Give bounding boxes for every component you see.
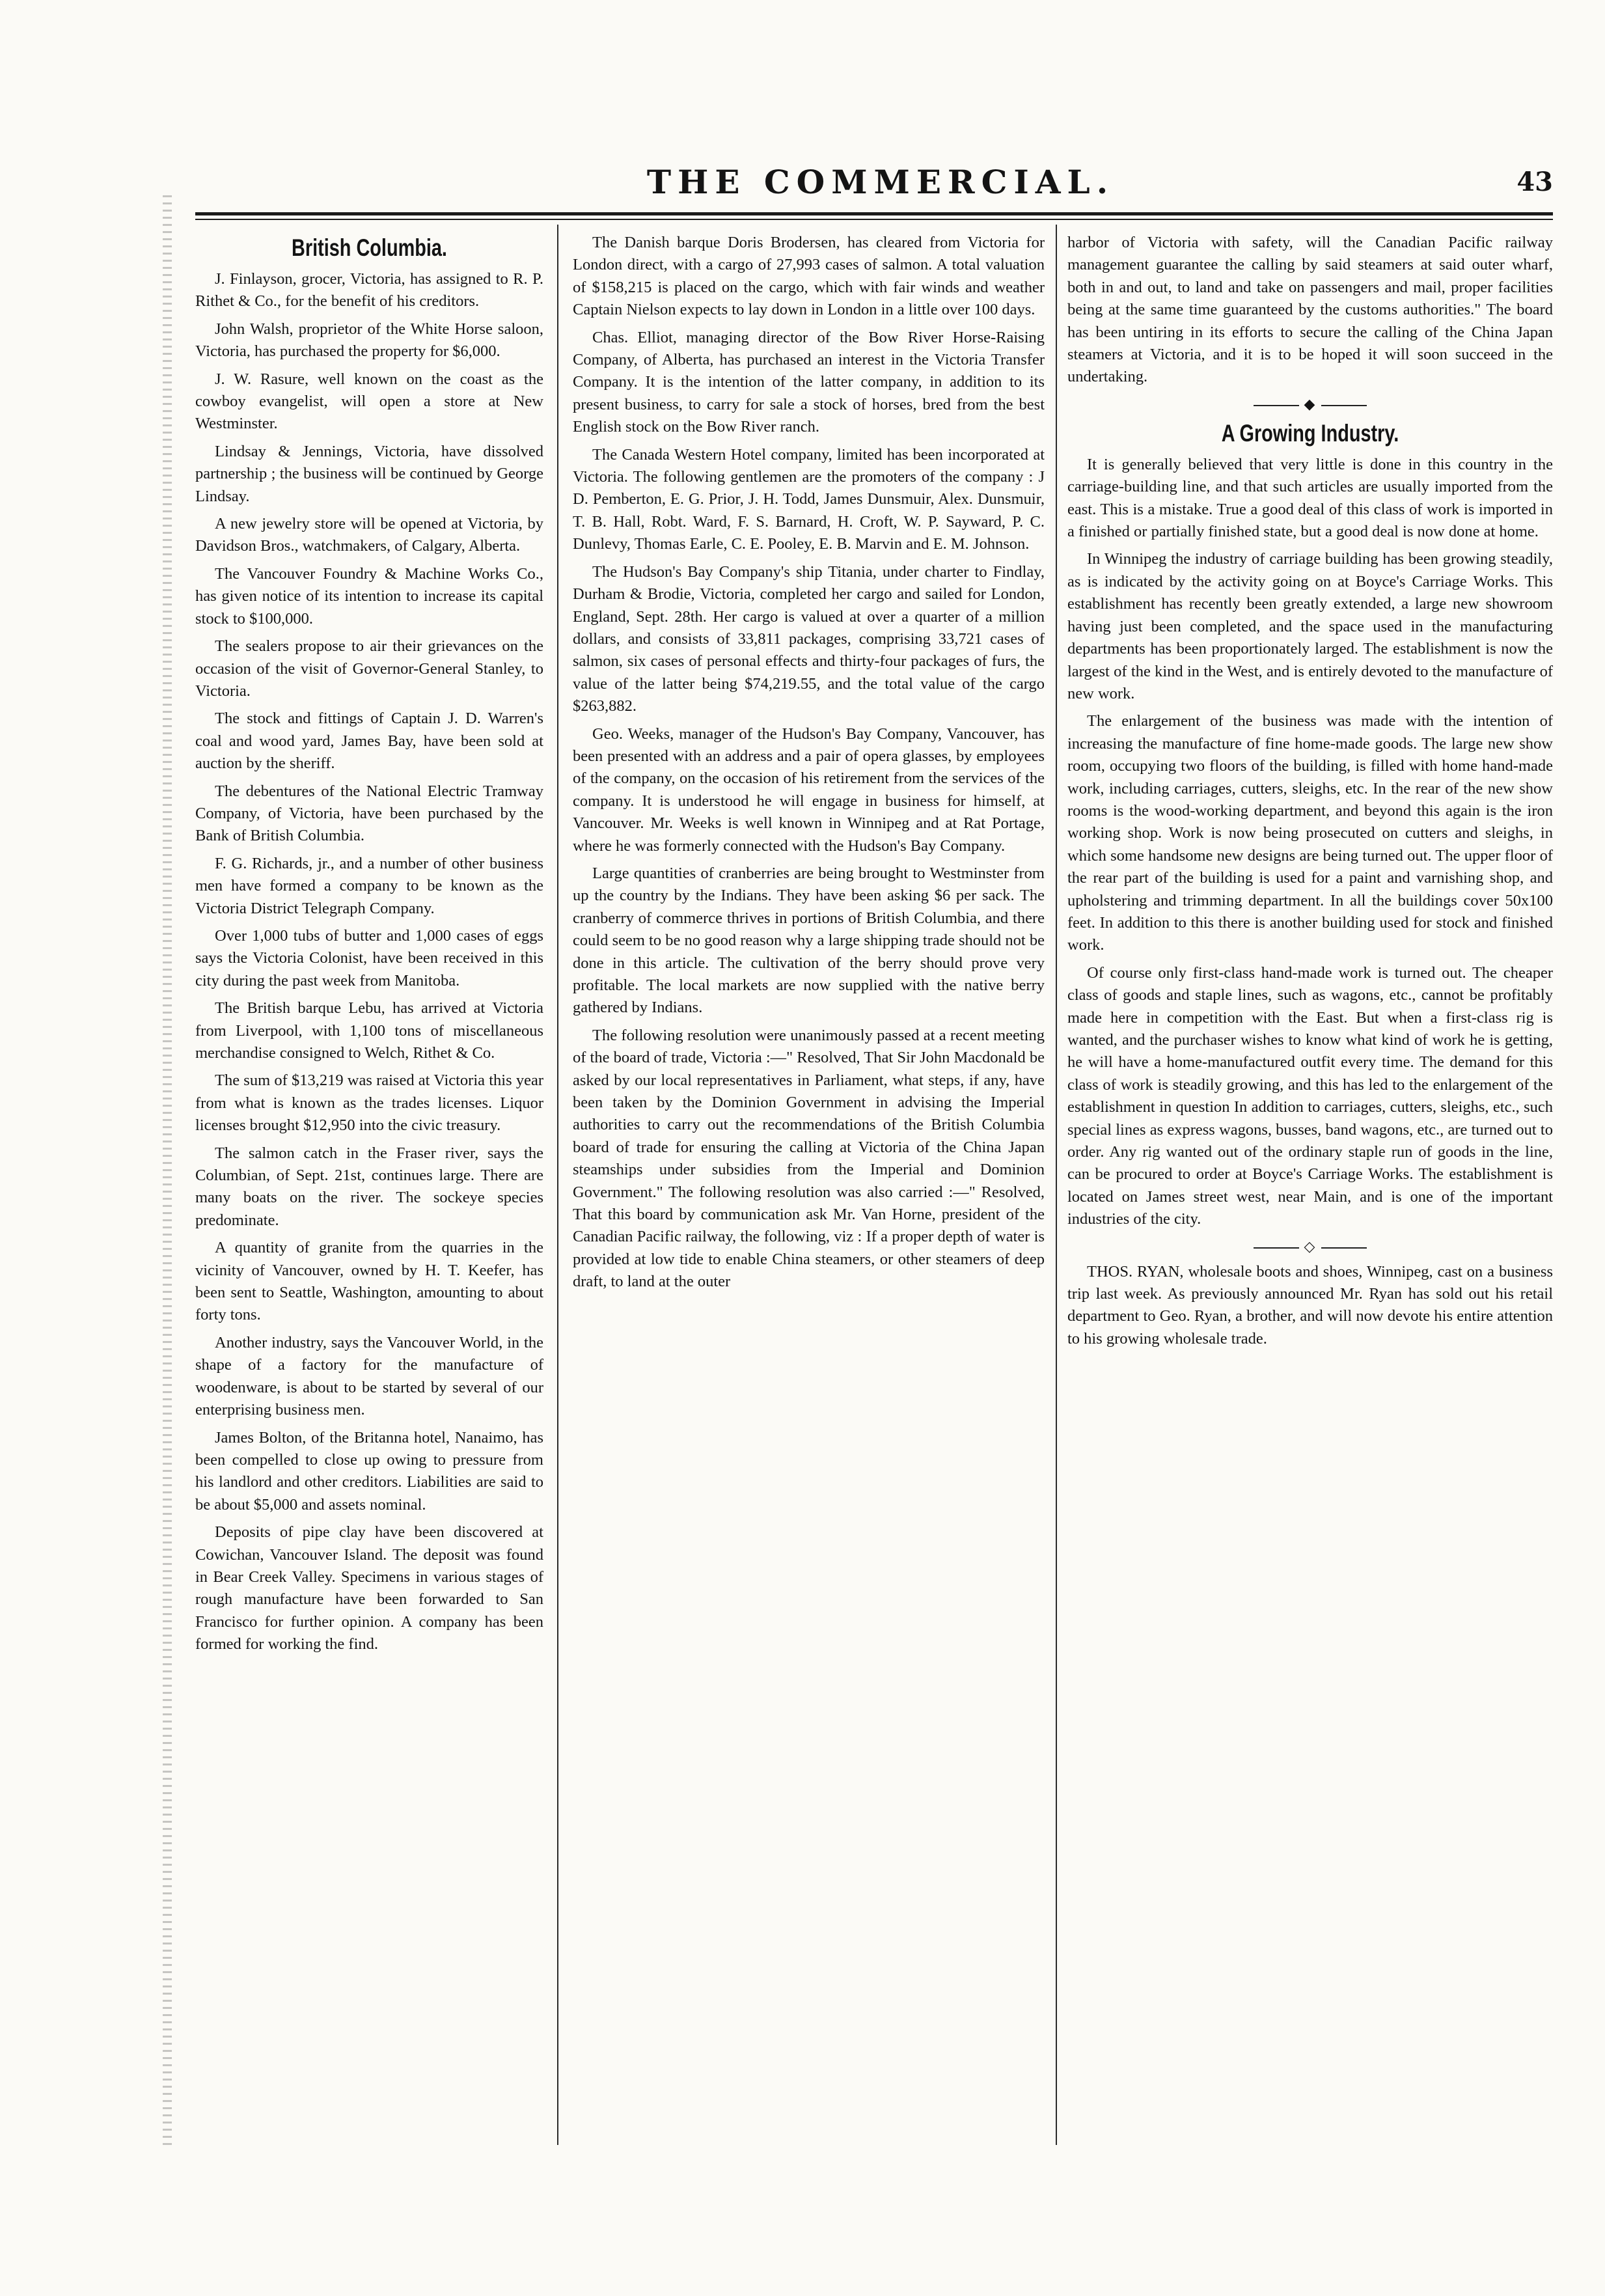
article-paragraph: It is generally believed that very little is done in this country in the carriage-building line, and that such articles are usually imported from the east. This is a mistake. True a good deal of this class of work is imported in a finished or partially finished state, but a good deal is now done at home. <box>1067 455 1553 541</box>
article-paragraph: The enlargement of the business was made with the intention of increasing the manufacture of fine home-made goods. The large new show room, occupying two floors of the building, is filled with home hand-made work, including carriages, cutters, sleighs, etc. In the rear of the new show rooms is the wood-working department, and beyond this again is the iron working shop. Work is now being prosecuted on cutters and sleighs, in which some handsome new designs are being turned out. The upper floor of the rear part of the building is used for a paint and varnishing shop, and upholstering and trimming department. In all the buildings cover 50x100 feet. In addition to this there is another building used for stock and finished work. <box>1067 712 1553 954</box>
news-item: J. W. Rasure, well known on the coast as the cowboy evangelist, will open a store at New Westminster. <box>195 370 543 433</box>
masthead-title: THE COMMERCIAL. <box>646 163 1115 201</box>
news-item: Over 1,000 tubs of butter and 1,000 cases of eggs says the Victoria Colonist, have been received in this city during the past week from Manitoba. <box>195 926 543 989</box>
news-item: F. G. Richards, jr., and a number of other business men have formed a company to be known as the Victoria District Telegraph Company. <box>195 854 543 917</box>
column-divider-2 <box>1056 225 1057 2145</box>
section-heading-a-growing-industry: A Growing Industry. <box>1221 419 1399 447</box>
news-item: James Bolton, of the Britanna hotel, Nanaimo, has been compelled to close up owing to pressure from his landlord and other creditors. Liabilities are said to be about $5,000 and assets nominal. <box>195 1428 543 1514</box>
news-item: The Hudson's Bay Company's ship Titania, under charter to Findlay, Durham & Brodie, Victoria, completed her cargo and sailed for London, England, Sept. 28th. Her cargo is valued at over a quarter of a million dollars, and consists of 33,811 packages, comprising 33,721 cases of salmon, six cases of personal effects and thirty-four packages of furs, the value of the latter being $74,219.55, and the total value of the cargo $263,882. <box>573 562 1045 715</box>
section-heading-british-columbia: British Columbia. <box>292 234 447 261</box>
section-ornament: ◇ <box>1067 1239 1553 1254</box>
news-item: Chas. Elliot, managing director of the Bow River Horse-Raising Company, of Alberta, has purchased an interest in the Victoria Transfer Company. It is the intention of the latter company, in addition to its present business, to carry for sale a stock of horses, bred from the best English stock on the Bow River ranch. <box>573 328 1045 436</box>
news-item: The Canada Western Hotel company, limited has been incorporated at Victoria. The following gentlemen are the promoters of the company : J D. Pemberton, E. G. Prior, J. H. Todd, James Dunsmuir, Alex. Dunsmuir, T. B. Hall, Robt. Ward, F. S. Barnard, H. Croft, W. P. Sayward, P. C. Dunlevy, Thomas Earle, C. E. Pooley, E. B. Marvin and E. M. Johnson. <box>573 445 1045 553</box>
column-2 <box>573 232 1045 1299</box>
news-item: Lindsay & Jennings, Victoria, have dissolved partnership ; the business will be continued by George Lindsay. <box>195 442 543 505</box>
news-item: J. Finlayson, grocer, Victoria, has assigned to R. P. Rithet & Co., for the benefit of his creditors. <box>195 270 543 311</box>
news-item: Deposits of pipe clay have been discovered at Cowichan, Vancouver Island. The deposit was found in Bear Creek Valley. Specimens in various stages of rough manufacture have been forwarded to San Francisco for further opinion. A company has been formed for working the find. <box>195 1523 543 1653</box>
news-item: The sealers propose to air their grievances on the occasion of the visit of Governor-General Stanley, to Victoria. <box>195 637 543 700</box>
article-paragraph: In Winnipeg the industry of carriage building has been growing steadily, as is indicated by the activity going on at Boyce's Carriage Works. This establishment has recently been greatly extended, a large new showroom having just been completed, and the space used in the manufacturing departments has been proportionately larged. The establishment is now the largest of the kind in the West, and is entirely devoted to the manufacture of new work. <box>1067 550 1553 702</box>
continued-text: harbor of Victoria with safety, will the Canadian Pacific railway management guarantee the calling by said steamers at said outer wharf, both in and out, to land and take on passengers and mail, proper facilities being at the same time guaranteed by the customs authorities." The board has been untiring in its efforts to secure the calling of the China Japan steamers at Victoria, and it is to be hoped it will soon succeed in the undertaking. <box>1067 234 1553 386</box>
news-item: The following resolution were unanimously passed at a recent meeting of the board of trade, Victoria :—" Resolved, That Sir John Macdonald be asked by our local representatives in Parliament, what steps, if any, have been taken by the Dominion Government in advising the Imperial authorities to carry out the recommendations of the British Columbia board of trade for ensuring the calling at Victoria of the China Japan steamships under subsidies from the Imperial and Dominion Government." The following resolution was also carried :—" Resolved, That this board by communication ask Mr. Van Horne, president of the Canadian Pacific railway, the following, viz : If a proper depth of water is provided at low tide to enable China steamers, or other steamers of deep draft, to land at the outer <box>573 1026 1045 1291</box>
section-ornament: ◆ <box>1067 396 1553 412</box>
news-item: The debentures of the National Electric Tramway Company, of Victoria, have been purchased by the Bank of British Columbia. <box>195 782 543 845</box>
masthead-rule-thick <box>195 212 1553 215</box>
page-edge-binding-marks <box>163 195 172 2148</box>
column-1 <box>195 232 543 1661</box>
column-3 <box>1067 232 1553 1355</box>
news-item: Another industry, says the Vancouver World, in the shape of a factory for the manufacture of woodenware, is about to be started by several of our enterprising business men. <box>195 1333 543 1419</box>
news-item: The Vancouver Foundry & Machine Works Co., has given notice of its intention to increase its capital stock to $100,000. <box>195 564 543 628</box>
news-item: The British barque Lebu, has arrived at Victoria from Liverpool, with 1,100 tons of miscellaneous merchandise consigned to Welch, Rithet & Co. <box>195 999 543 1062</box>
page-number: 43 <box>1516 167 1553 197</box>
masthead-rule-thin <box>195 219 1553 220</box>
news-item: Geo. Weeks, manager of the Hudson's Bay Company, Vancouver, has been presented with an address and a pair of opera glasses, by employees of the company, on the occasion of his retirement from the services of the company. It is understood he will engage in business for himself, at Vancouver. Mr. Weeks is well known in Winnipeg and at Rat Portage, where he was formerly connected with the Hudson's Bay Company. <box>573 725 1045 855</box>
news-item: THOS. RYAN, wholesale boots and shoes, Winnipeg, cast on a business trip last week. As previously announced Mr. Ryan has sold out his retail department to Geo. Ryan, a brother, and will now devote his entire attention to his growing wholesale trade. <box>1067 1262 1553 1348</box>
news-item: The sum of $13,219 was raised at Victoria this year from what is known as the trades licenses. Liquor licenses brought $12,950 into the civic treasury. <box>195 1072 543 1135</box>
news-item: A new jewelry store will be opened at Victoria, by Davidson Bros., watchmakers, of Calgary, Alberta. <box>195 515 543 555</box>
masthead <box>195 163 1566 208</box>
news-item: John Walsh, proprietor of the White Horse saloon, Victoria, has purchased the property for $6,000. <box>195 320 543 361</box>
news-item: The Danish barque Doris Brodersen, has cleared from Victoria for London direct, with a cargo of 27,993 cases of salmon. A total valuation of $158,215 is placed on the cargo, which with fair winds and weather Captain Nielson expects to lay down in London in a little over 100 days. <box>573 234 1045 319</box>
news-item: The salmon catch in the Fraser river, says the Columbian, of Sept. 21st, continues large. There are many boats on the river. The sockeye species predominate. <box>195 1144 543 1229</box>
column-divider-1 <box>557 225 558 2145</box>
news-item: Large quantities of cranberries are being brought to Westminster from up the country by the Indians. They have been asking $6 per sack. The cranberry of commerce thrives in portions of British Columbia, and there could seem to be no good reason why a large shipping trade should not be done in this article. The cultivation of the berry should prove very profitable. The local markets are now supplied with the native berry gathered by Indians. <box>573 864 1045 1017</box>
news-item: The stock and fittings of Captain J. D. Warren's coal and wood yard, James Bay, have been sold at auction by the sheriff. <box>195 710 543 773</box>
article-paragraph: Of course only first-class hand-made work is turned out. The cheaper class of goods and staple lines, such as wagons, etc., cannot be profitably made here in competition with the East. But when a first-class rig is wanted, and the purchaser wishes to know what kind of work he is getting, he will have a home-manufactured outfit every time. The demand for this class of work is steadily growing, and this has led to the enlargement of the establishment in question In addition to carriages, cutters, sleighs, etc., such special lines as express wagons, busses, band wagons, etc., are turned out to order. Any rig wanted out of the ordinary staple run of goods in the line, can be procured to order at Boyce's Carriage Works. The establishment is located on James street west, near Main, and is one of the important industries of the city. <box>1067 963 1553 1228</box>
news-item: A quantity of granite from the quarries in the vicinity of Vancouver, owned by H. T. Keefer, has been sent to Seattle, Washington, amounting to about forty tons. <box>195 1239 543 1324</box>
